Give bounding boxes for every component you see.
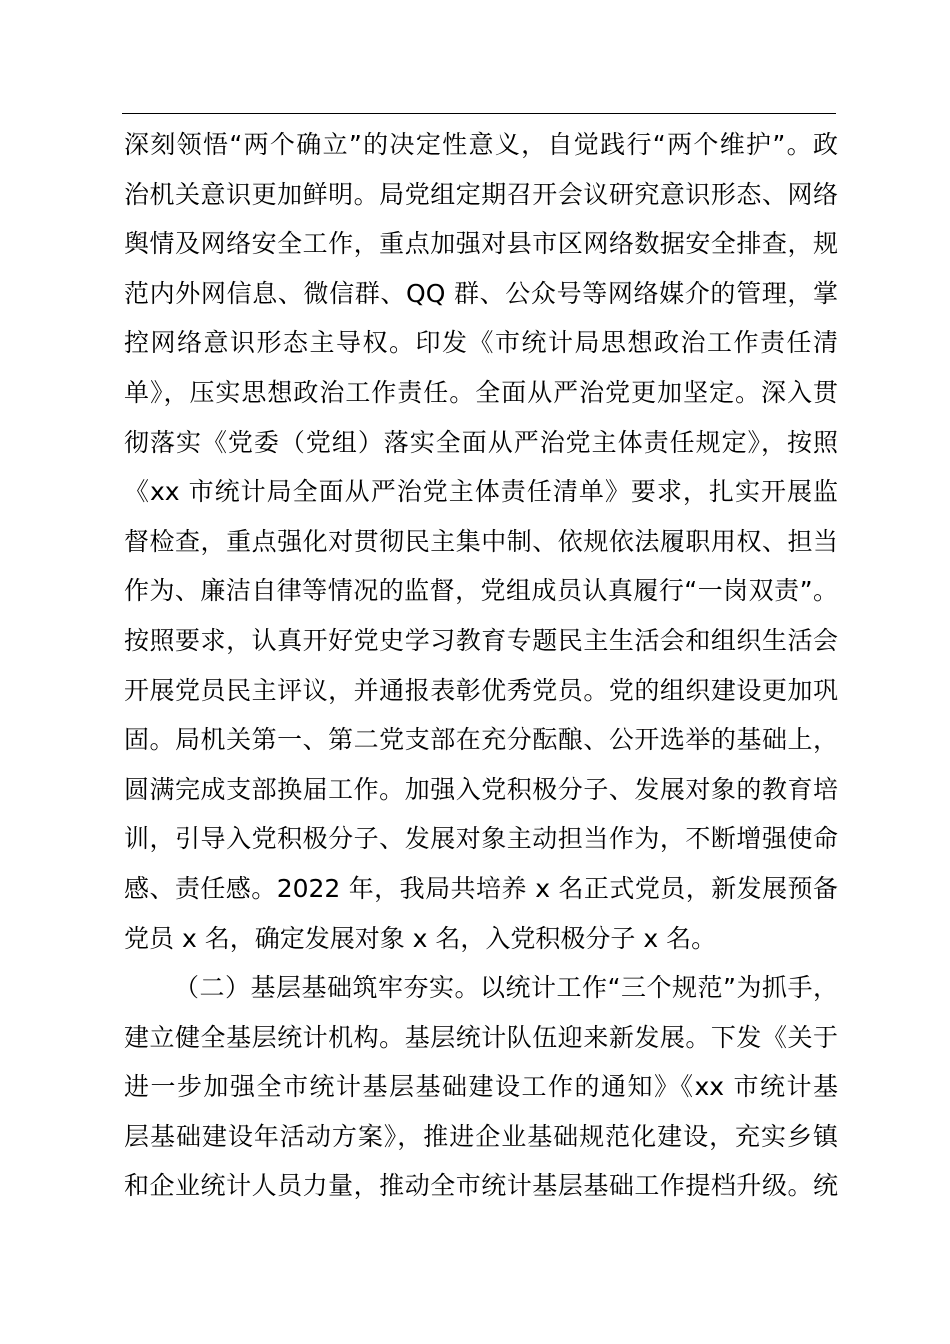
text-line: 按照要求，认真开好党史学习教育专题民主生活会和组织生活会: [124, 625, 838, 655]
section-heading-line: （二）基层基础筑牢夯实。以统计工作“三个规范”为抓手，: [174, 973, 838, 1003]
text-line: 和企业统计人员力量，推动全市统计基层基础工作提档升级。统: [124, 1171, 838, 1201]
text-line: 建立健全基层统计机构。基层统计队伍迎来新发展。下发《关于: [124, 1022, 838, 1052]
text-line: 进一步加强全市统计基层基础建设工作的通知》《xx 市统计基: [124, 1072, 838, 1102]
body-text: [124, 120, 838, 1211]
text-line: 控网络意识形态主导权。印发《市统计局思想政治工作责任清: [124, 328, 838, 358]
text-line: 督检查，重点强化对贯彻民主集中制、依规依法履职用权、担当: [124, 526, 838, 556]
text-line: 彻落实《党委（党组）落实全面从严治党主体责任规定》，按照: [124, 427, 838, 457]
text-line: 范内外网信息、微信群、QQ 群、公众号等网络媒介的管理，掌: [124, 278, 838, 308]
text-line: 圆满完成支部换届工作。加强入党积极分子、发展对象的教育培: [124, 774, 838, 804]
text-line: 《xx 市统计局全面从严治党主体责任清单》要求，扎实开展监: [124, 477, 838, 507]
text-line: 治机关意识更加鲜明。局党组定期召开会议研究意识形态、网络: [124, 179, 838, 209]
text-line: 层基础建设年活动方案》，推进企业基础规范化建设，充实乡镇: [124, 1121, 838, 1151]
text-line: 深刻领悟“两个确立”的决定性意义，自觉践行“两个维护”。政: [124, 130, 838, 159]
text-line: 开展党员民主评议，并通报表彰优秀党员。党的组织建设更加巩: [124, 675, 838, 705]
text-line: 训，引导入党积极分子、发展对象主动担当作为，不断增强使命: [124, 824, 838, 854]
text-line: 党员 x 名，确定发展对象 x 名，入党积极分子 x 名。: [124, 923, 717, 953]
text-line: 单》，压实思想政治工作责任。全面从严治党更加坚定。深入贯: [124, 377, 838, 407]
header-rule: [122, 113, 836, 114]
text-line: 感、责任感。2022 年，我局共培养 x 名正式党员，新发展预备: [124, 873, 838, 903]
text-line: 固。局机关第一、第二党支部在充分酝酿、公开选举的基础上，: [124, 725, 838, 755]
text-line: 作为、廉洁自律等情况的监督，党组成员认真履行“一岗双责”。: [124, 576, 838, 606]
text-line: 舆情及网络安全工作，重点加强对县市区网络数据安全排查，规: [124, 229, 838, 259]
